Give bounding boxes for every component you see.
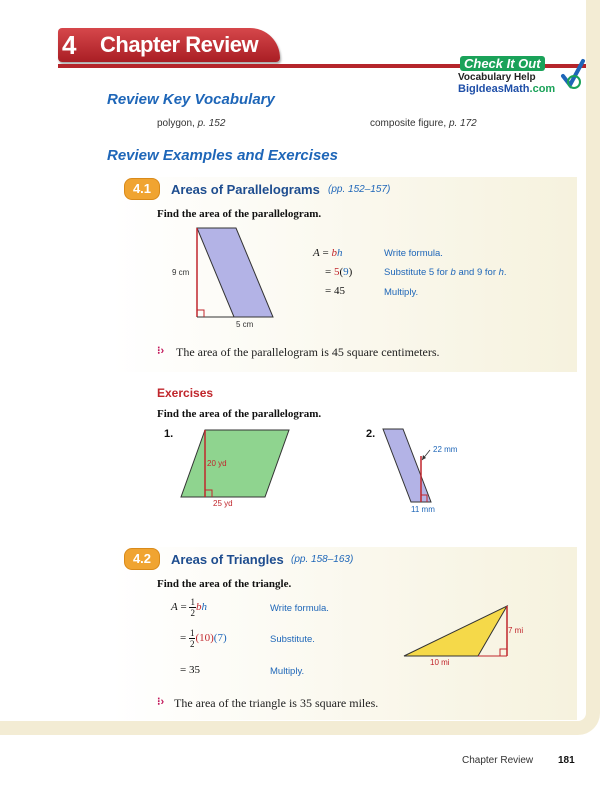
exercise-2-number: 2.: [366, 428, 376, 440]
site-name: BigIdeasMath: [458, 83, 530, 95]
exercises-heading: Exercises: [157, 386, 214, 400]
vocab-term-composite-figure: composite figure, p. 172: [370, 118, 477, 129]
triangle-answer-arrow-icon: ⁝›: [157, 696, 165, 708]
base-label: 5 cm: [236, 320, 254, 329]
step-2-equation: = 5(9): [325, 266, 353, 278]
section-4-2-answer: The area of the triangle is 35 square miles.: [174, 696, 379, 710]
section-4-1-title: Areas of Parallelograms: [171, 182, 320, 197]
section-4-2-title: Areas of Triangles: [171, 552, 284, 567]
triangle-base-label: 10 mi: [430, 658, 450, 667]
section-4-2-pages: (pp. 158–163): [291, 554, 354, 565]
exercise-2-base-label: 11 mm: [411, 505, 435, 514]
exercises-instruction: Find the area of the parallelogram.: [157, 408, 322, 420]
exercise-1-number: 1.: [164, 428, 174, 440]
step-3-note: Multiply.: [384, 287, 419, 298]
triangle-step-2-note: Substitute.: [270, 634, 315, 645]
footer-label: Chapter Review: [462, 755, 534, 766]
checkmark-icon: [560, 58, 586, 92]
half-fraction-2: $\frac{1}{2}$: [189, 628, 195, 649]
step-3-equation: = 45: [325, 285, 345, 297]
exercise-1-parallelogram: [178, 428, 293, 500]
triangle-step-3-equation: = 35: [180, 664, 200, 676]
height-label: 9 cm: [172, 268, 190, 277]
step-1-note: Write formula.: [384, 248, 443, 259]
parallelogram-figure: [190, 226, 280, 321]
section-4-2-instruction: Find the area of the triangle.: [157, 578, 292, 590]
triangle-step-2-equation: = $\frac{1}{2}$ (10)(7): [180, 628, 227, 649]
triangle-step-1-equation: A = $\frac{1}{2}$ bh: [171, 597, 207, 618]
triangle-step-1-note: Write formula.: [270, 603, 329, 614]
triangle-step-3-note: Multiply.: [270, 666, 305, 677]
page-number: 181: [558, 755, 575, 766]
lesson-tab-4-2: 4.2: [124, 548, 160, 570]
exercise-1-base-label: 25 yd: [213, 499, 233, 508]
check-it-out-title[interactable]: Check It Out: [460, 56, 545, 71]
site-suffix: .com: [529, 83, 556, 95]
chapter-title: Chapter Review: [100, 32, 259, 57]
chapter-number: 4: [62, 30, 77, 60]
triangle-figure: [402, 602, 512, 662]
section-4-1-pages: (pp. 152–157): [328, 184, 391, 195]
section-4-1-instruction: Find the area of the parallelogram.: [157, 208, 322, 220]
half-fraction: $\frac{1}{2}$: [190, 597, 195, 618]
bigideasmath-link[interactable]: [458, 83, 555, 95]
examples-heading: Review Examples and Exercises: [107, 147, 338, 164]
step-1-equation: A = bh: [313, 247, 343, 259]
vocabulary-help-label[interactable]: Vocabulary Help: [458, 72, 536, 83]
exercise-2-parallelogram: [380, 428, 440, 508]
answer-arrow-icon: ⁝›: [157, 345, 165, 357]
lesson-tab-4-1: 4.1: [124, 178, 160, 200]
vocabulary-heading: Review Key Vocabulary: [107, 91, 275, 108]
exercise-2-height-label: 22 mm: [433, 445, 458, 454]
vocab-term-polygon: polygon, p. 152: [157, 118, 226, 129]
step-2-note: Substitute 5 for b and 9 for h.: [384, 267, 507, 278]
exercise-1-height-label: 20 yd: [207, 459, 227, 468]
triangle-height-label: 7 mi: [508, 626, 524, 635]
section-4-1-answer: The area of the parallelogram is 45 square centimeters.: [176, 345, 440, 359]
